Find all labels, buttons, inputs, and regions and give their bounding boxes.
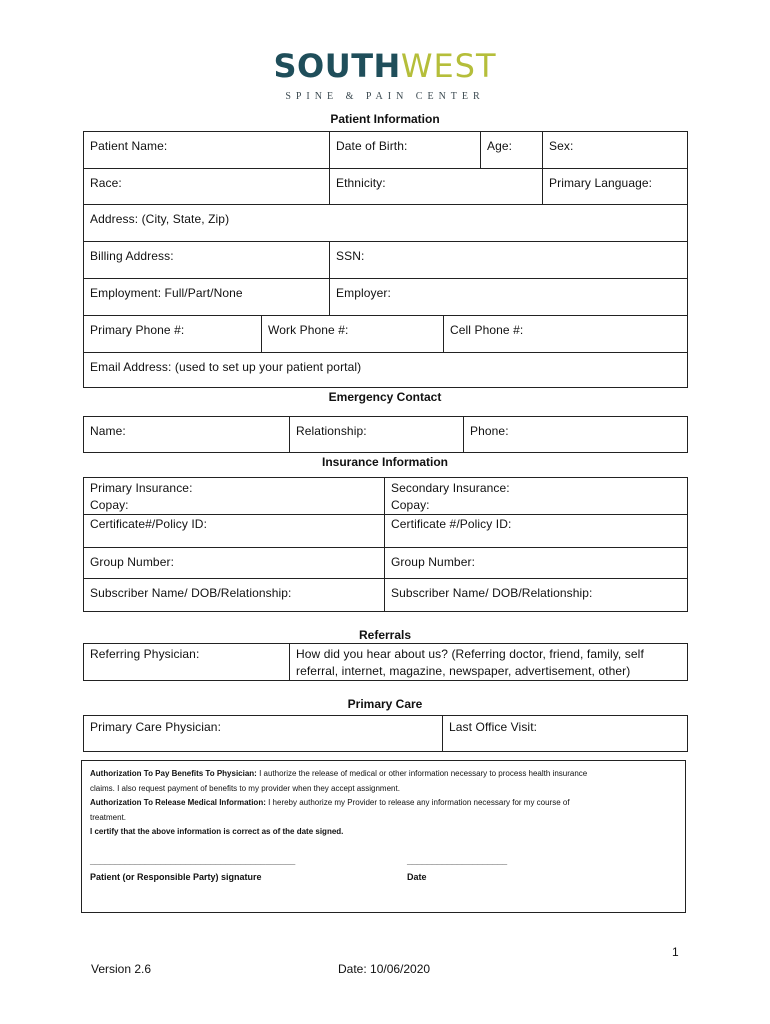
logo-south-text: SOUTH [273,47,401,85]
last-office-visit-field[interactable]: Last Office Visit: [443,716,688,752]
cell-phone-field[interactable]: Cell Phone #: [444,316,688,353]
emergency-phone-field[interactable]: Phone: [464,417,688,453]
primary-insurance-label: Primary Insurance: [90,481,193,495]
employer-field[interactable]: Employer: [330,279,688,316]
patient-information-table-3 [83,315,688,388]
primary-care-title: Primary Care [347,697,423,711]
date-line[interactable]: ____________________ [407,856,508,866]
insurance-information-table [83,477,688,612]
emergency-name-field[interactable]: Name: [84,417,290,453]
ethnicity-field[interactable]: Ethnicity: [330,169,543,205]
certify-statement: I certify that the above information is correct as of the date signed. [90,827,344,836]
primary-group-number-field[interactable]: Group Number: [84,548,385,579]
primary-copay-label: Copay: [90,498,129,512]
release-line [90,796,677,811]
age-field[interactable]: Age: [481,132,543,169]
secondary-group-number-field[interactable]: Group Number: [385,548,688,579]
pay-benefits-label: Authorization To Pay Benefits To Physician: [90,769,257,778]
authorization-box [81,760,686,913]
patient-information-table-2 [83,241,688,316]
insurance-information-title: Insurance Information [321,455,449,469]
release-label: Authorization To Release Medical Information: [90,798,266,807]
emergency-contact-table [83,416,688,453]
logo-subtitle: SPINE & PAIN CENTER [285,91,485,102]
employment-field[interactable]: Employment: Full/Part/None [84,279,330,316]
pay-benefits-line [90,767,677,782]
primary-subscriber-field[interactable]: Subscriber Name/ DOB/Relationship: [84,579,385,612]
referrals-table [83,643,688,681]
pay-benefits-text: I authorize the release of medical or other information necessary to process health insurance [256,769,588,778]
southwest-logo [0,47,770,85]
ssn-field[interactable]: SSN: [330,242,688,279]
signature-line[interactable]: _________________________________________ [90,856,296,866]
primary-language-field[interactable]: Primary Language: [543,169,688,205]
emergency-contact-title: Emergency Contact [328,390,442,404]
secondary-copay-label: Copay: [391,498,430,512]
referring-physician-field[interactable]: Referring Physician: [84,644,290,681]
release-text-2: treatment. [90,812,127,822]
release-text: I hereby authorize my Provider to release any information necessary for my course of [265,798,570,807]
race-field[interactable]: Race: [84,169,330,205]
how-did-you-hear-field[interactable]: How did you hear about us? (Referring doctor, friend, family, self referral, internet, magazine, newspaper, advertisement, other) [290,644,688,681]
secondary-subscriber-field[interactable]: Subscriber Name/ DOB/Relationship: [385,579,688,612]
version-label: Version 2.6 [91,962,152,976]
email-field[interactable]: Email Address: (used to set up your patient portal) [84,353,688,388]
patient-information-table-1 [83,131,688,242]
date-label: Date [407,872,427,882]
work-phone-field[interactable]: Work Phone #: [262,316,444,353]
primary-insurance-cell[interactable] [84,478,385,515]
date-of-birth-field[interactable]: Date of Birth: [330,132,481,169]
signature-label: Patient (or Responsible Party) signature [90,872,262,882]
secondary-certificate-field[interactable]: Certificate #/Policy ID: [385,515,688,548]
pay-benefits-text-2: claims. I also request payment of benefits to my provider when they accept assignment. [90,783,400,793]
emergency-relationship-field[interactable]: Relationship: [290,417,464,453]
secondary-insurance-label: Secondary Insurance: [391,481,510,495]
patient-information-title: Patient Information [330,112,440,126]
primary-care-table [83,715,688,752]
address-field[interactable]: Address: (City, State, Zip) [84,205,688,242]
referrals-title: Referrals [358,628,412,642]
sex-field[interactable]: Sex: [543,132,688,169]
footer-date: Date: 10/06/2020 [338,962,431,976]
primary-phone-field[interactable]: Primary Phone #: [84,316,262,353]
patient-name-field[interactable]: Patient Name: [84,132,330,169]
primary-care-physician-field[interactable]: Primary Care Physician: [84,716,443,752]
logo-west-text: WEST [400,47,497,85]
page-number: 1 [672,945,679,959]
billing-address-field[interactable]: Billing Address: [84,242,330,279]
secondary-insurance-cell[interactable] [385,478,688,515]
primary-certificate-field[interactable]: Certificate#/Policy ID: [84,515,385,548]
